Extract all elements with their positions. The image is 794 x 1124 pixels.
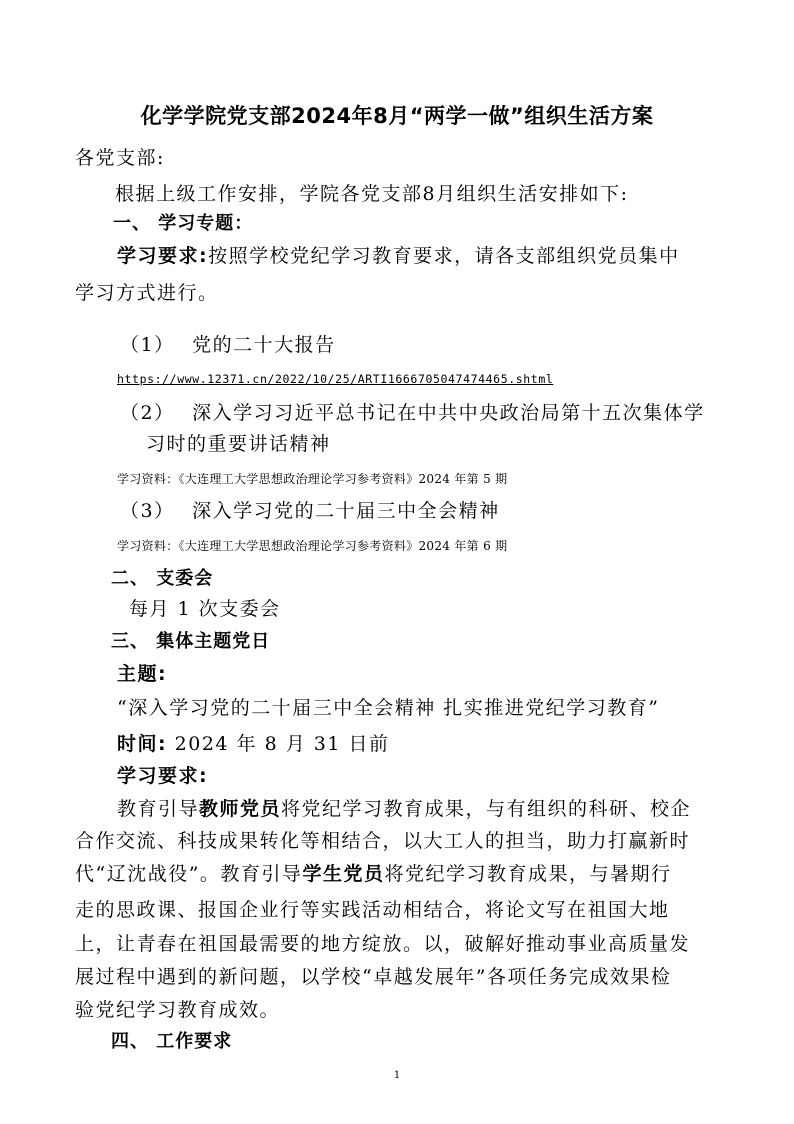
section3-heading: 三、 集体主题党日 — [111, 631, 271, 652]
item-number: （1） — [120, 334, 175, 356]
time-line — [117, 732, 734, 756]
theme-text: “深入学习党的二十届三中全会精神 扎实推进党纪学习教育” — [117, 697, 660, 719]
item-text: 深入学习习近平总书记在中共中央政治局第十五次集体学 — [192, 402, 705, 424]
item-text: 深入学习党的二十届三中全会精神 — [192, 500, 500, 522]
emphasis-student-members: 学生党员 — [302, 863, 385, 885]
section2-heading: 二、 支委会 — [111, 568, 214, 589]
text-run: 教育引导 — [117, 798, 200, 820]
section2-text: 每月 1 次支委会 — [129, 598, 281, 620]
section1-requirement — [117, 244, 734, 268]
text-run: 代“辽沈战役”。教育引导 — [75, 863, 303, 885]
item-number: （2） — [120, 402, 175, 424]
study-item-1 — [120, 333, 734, 357]
time-label: 时间: — [117, 733, 168, 755]
study-item-2-cont: 习时的重要讲话精神 — [146, 433, 331, 455]
intro-paragraph: 根据上级工作安排，学院各党支部8月组织生活安排如下: — [115, 183, 629, 205]
requirement-label: 学习要求: — [117, 245, 209, 267]
item-number: （3） — [120, 500, 175, 522]
requirement-text: 按照学校党纪学习教育要求，请各支部组织党员集中 — [208, 245, 680, 267]
paragraph-line-7: 验党纪学习教育成效。 — [75, 999, 281, 1021]
document-title: 化学学院党支部2024年8月“两学一做”组织生活方案 — [140, 104, 654, 128]
section3-requirement-label: 学习要求: — [117, 765, 209, 787]
paragraph-line-6: 展过程中遇到的新问题，以学校“卓越发展年”各项任务完成效果检 — [75, 966, 672, 988]
paragraph-line-3 — [75, 862, 734, 886]
study-item-2 — [120, 401, 734, 425]
item-text: 党的二十大报告 — [192, 334, 336, 356]
theme-label: 主题: — [117, 663, 168, 685]
paragraph-line-4: 走的思政课、报国企业行等实践活动相结合，将论文写在祖国大地 — [75, 899, 670, 921]
section4-heading: 四、 工作要求 — [111, 1031, 233, 1052]
emphasis-teacher-members: 教师党员 — [199, 798, 282, 820]
paragraph-line-5: 上，让青春在祖国最需要的地方绽放。以，破解好推动事业高质量发 — [75, 933, 691, 955]
text-run: 将党纪学习教育成果，与有组织的科研、校企 — [281, 798, 692, 820]
report-link[interactable]: https://www.12371.cn/2022/10/25/ARTI1666705047474465.shtml — [117, 372, 554, 386]
study-material-2: 学习资料：《大连理工大学思想政治理论学习参考资料》2024 年第 5 期 — [117, 472, 508, 486]
text-run: 将党纪学习教育成果，与暑期行 — [384, 863, 672, 885]
study-item-3 — [120, 499, 734, 523]
paragraph-line-1 — [117, 797, 734, 821]
paragraph-line-2: 合作交流、科技成果转化等相结合，以大工人的担当，助力打赢新时 — [75, 830, 691, 852]
section1-heading: 一、 学习专题： — [113, 213, 254, 234]
salutation: 各党支部: — [75, 147, 165, 169]
page-number: 1 — [393, 1070, 401, 1081]
section1-requirement-cont: 学习方式进行。 — [75, 282, 219, 304]
study-material-3: 学习资料：《大连理工大学思想政治理论学习参考资料》2024 年第 6 期 — [117, 539, 508, 553]
time-text: 2024 年 8 月 31 日前 — [174, 733, 390, 755]
